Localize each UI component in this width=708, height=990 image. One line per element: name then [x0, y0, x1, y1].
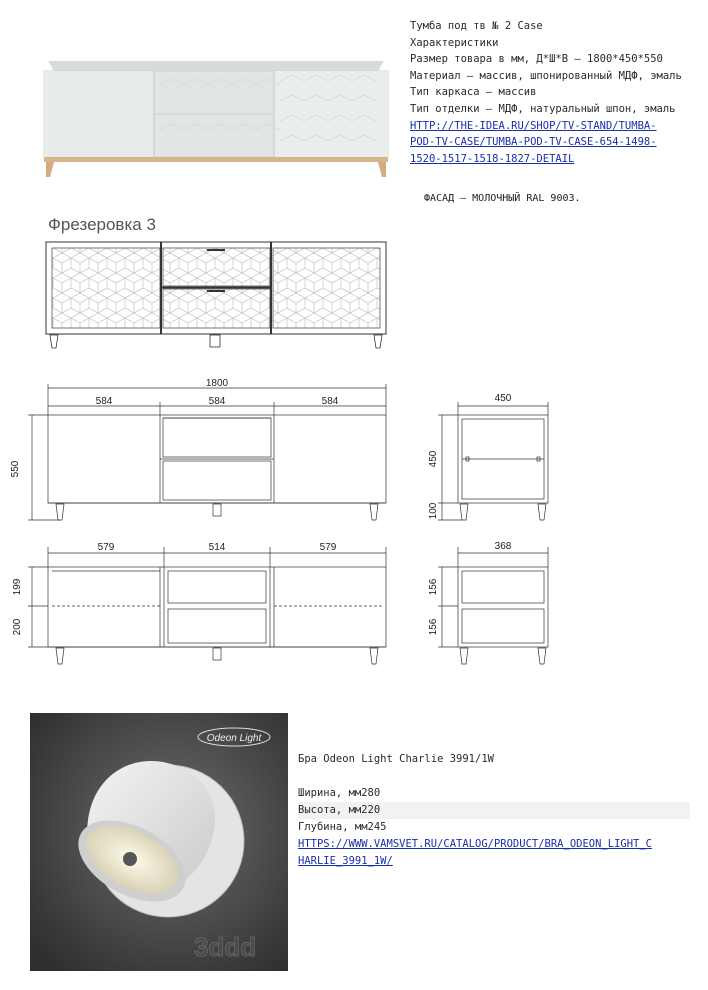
dim-side-width: 450 — [494, 393, 512, 404]
lamp-depth: Глубина, мм245 — [298, 821, 387, 833]
dim-inner-2: 514 — [208, 542, 226, 553]
material-spec: Материал – массив, шпонированный МДФ, эмаль — [410, 69, 682, 82]
front-view-drawing — [0, 375, 708, 695]
lamp-width: Ширина, мм280 — [298, 787, 381, 799]
dim-inner-side-h1: 156 — [428, 578, 439, 596]
product-link[interactable]: HTTP://THE-IDEA.RU/SHOP/TV-STAND/TUMBA- POD-TV-CASE/TUMBA-POD-TV-CASE-654-1498- 1520-1517-1518-1827-DETAIL — [410, 119, 657, 165]
lamp-title: Бра Odeon Light Charlie 3991/1W — [298, 753, 494, 765]
milling-drawing — [44, 238, 390, 356]
size-spec: Размер товара в мм, Д*Ш*В – 1800*450*550 — [410, 53, 663, 66]
milling-heading: Фрезеровка 3 — [48, 215, 156, 234]
dim-inner-height-1: 199 — [12, 578, 23, 596]
dim-inner-3: 579 — [319, 542, 337, 553]
lamp-spec — [298, 751, 698, 870]
frame-spec: Тип каркаса – массив — [410, 86, 537, 99]
finish-spec: Тип отделки – МДФ, натуральный шпон, эмаль — [410, 102, 676, 115]
dim-inner-side-width: 368 — [494, 541, 512, 552]
dim-total-width: 1800 — [205, 378, 229, 389]
dim-front-height: 550 — [10, 460, 21, 478]
dim-side-legs: 100 — [428, 502, 439, 520]
facade-note: ФАСАД – МОЛОЧНЫЙ RAL 9003. — [424, 193, 581, 204]
lamp-photo — [30, 713, 288, 971]
dim-inner-side-h2: 156 — [428, 618, 439, 636]
watermark-3ddd: 3ddd — [193, 932, 257, 962]
lamp-product-link[interactable]: HTTPS://WWW.VAMSVET.RU/CATALOG/PRODUCT/BRA_ODEON_LIGHT_C HARLIE_3991_1W/ — [298, 838, 653, 867]
tv-stand-title: Тумба под тв № 2 Case — [410, 20, 543, 32]
tv-stand-photo — [40, 55, 392, 180]
dim-side-body: 450 — [428, 450, 439, 468]
dim-section-1: 584 — [95, 396, 113, 407]
brand-logo-text: Odeon Light — [206, 733, 262, 744]
tv-stand-spec — [410, 18, 700, 167]
lamp-height: Высота, мм220 — [298, 802, 690, 819]
dim-section-3: 584 — [321, 396, 339, 407]
characteristics-label: Характеристики — [410, 36, 499, 49]
dim-inner-1: 579 — [97, 542, 115, 553]
dim-inner-height-2: 200 — [12, 618, 23, 636]
dim-section-2: 584 — [208, 396, 226, 407]
